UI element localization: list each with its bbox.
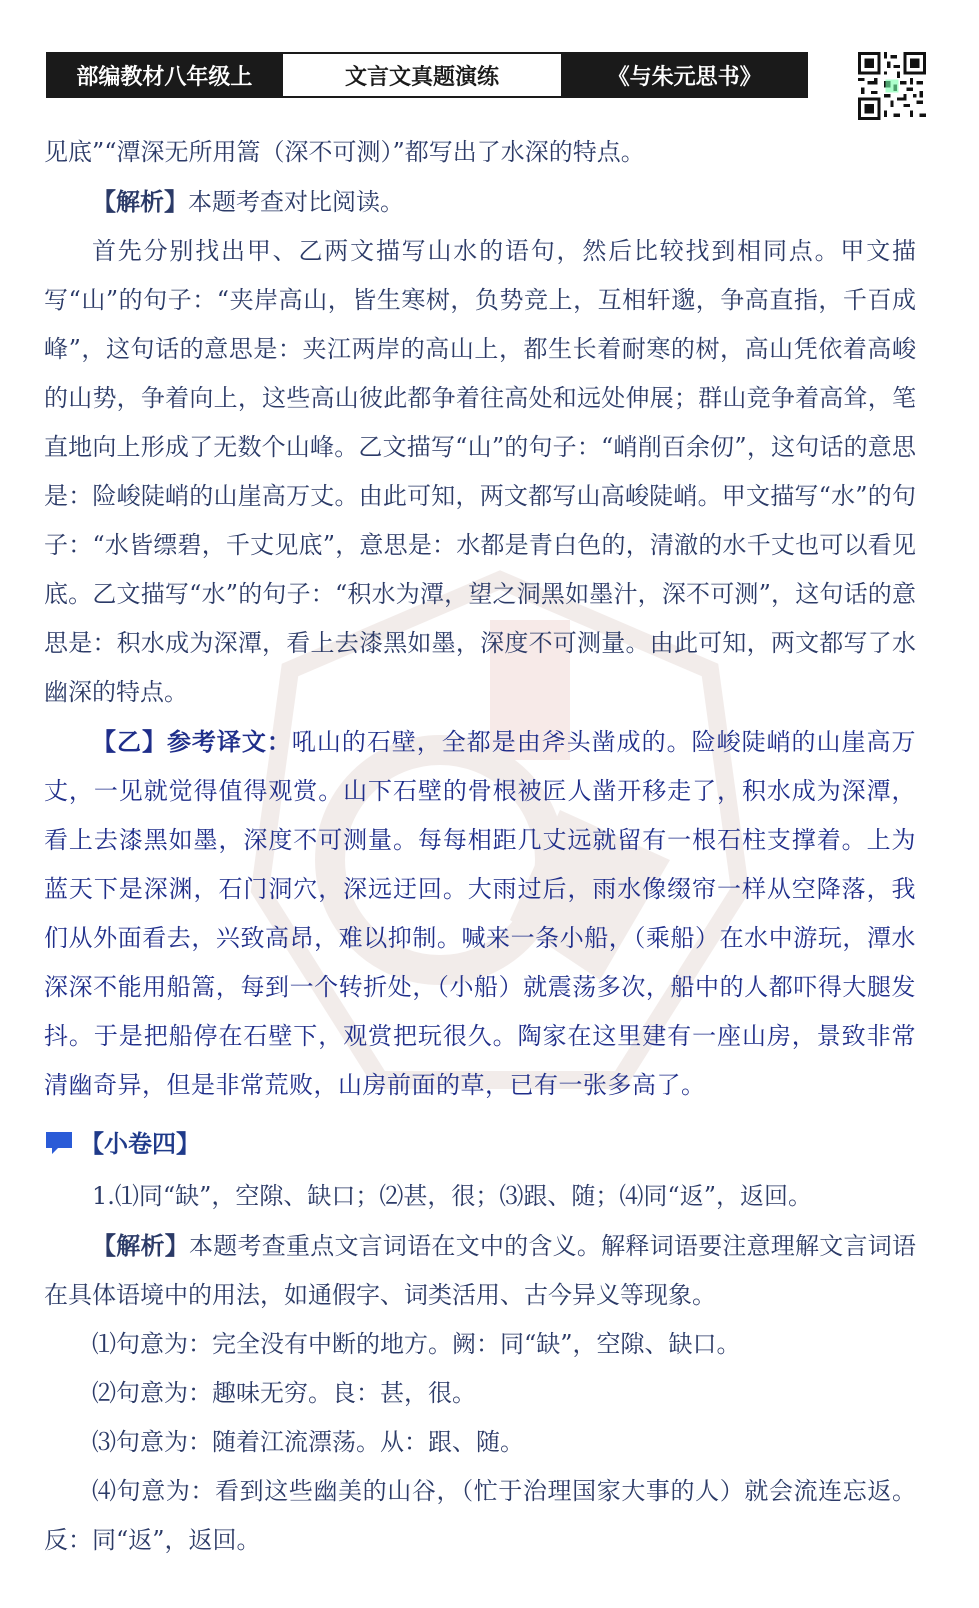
paragraph-analysis-detail: 首先分别找出甲、乙两文描写山水的语句，然后比较找到相同点。甲文描写“山”的句子：“夹岸高山，皆生寒树，负势竞上，互相轩邈，争高直指，千百成峰”，这句话的意思是：夹江两岸的高山上，都生长着耐寒的树，高山凭依着高峻的山势，争着向上，这些高山彼此都争着往高处和远处伸展；群山竞争着高耸，笔直地向上形成了无数个山峰。乙文描写“山”的句子：“峭削百余仞”，这句话的意思是：险峻陡峭的山崖高万丈。由此可知，两文都写山高峻陡峭。甲文描写“水”的句子：“水皆缥碧，千丈见底”，意思是：水都是青白色的，清澈的水千丈也可以看见底。乙文描写“水”的句子：“积水为潭，望之洞黑如墨汁，深不可测”，这句话的意思是：积水成为深潭，看上去漆黑如墨，深度不可测量。由此可知，两文都写了水幽深的特点。: [44, 237, 916, 706]
header-right: 《与朱元思书》: [563, 54, 806, 96]
section-title: 【小卷四】: [80, 1128, 200, 1158]
qr-code-icon[interactable]: [858, 52, 926, 120]
answer-explain-3: ⑶句意为：随着江流漂荡。从：跟、随。: [92, 1428, 524, 1456]
chat-bubble-icon: [44, 1130, 74, 1156]
header-center: 文言文真题演练: [281, 54, 564, 96]
analysis-tag: 【解析】: [92, 1231, 189, 1260]
section-heading: [44, 1114, 916, 1172]
document-body: [44, 128, 916, 1565]
paragraph-analysis-intro: 【解析】本题考查对比阅读。: [92, 187, 404, 216]
page-header: [46, 52, 808, 98]
answer-explain-4: ⑷句意为：看到这些幽美的山谷，（忙于治理国家大事的人）就会流连忘返。反：同“返”，返回。: [44, 1477, 916, 1554]
answer-analysis: 【解析】本题考查重点文言词语在文中的含义。解释词语要注意理解文言词语在具体语境中的用法，如通假字、词类活用、古今异义等现象。: [44, 1231, 917, 1309]
paragraph-continued: 见底”“潭深无所用篙（深不可测）”都写出了水深的特点。: [44, 138, 645, 166]
answer-explain-2: ⑵句意为：趣味无穷。良：甚，很。: [92, 1379, 476, 1407]
analysis-tag: 【解析】: [92, 187, 188, 216]
translation-tag: 【乙】参考译文：: [92, 727, 292, 756]
answer-line: 1.⑴同“缺”，空隙、缺口；⑵甚，很；⑶跟、随；⑷同“返”，返回。: [92, 1182, 812, 1210]
header-left: 部编教材八年级上: [48, 54, 281, 96]
answer-explain-1: ⑴句意为：完全没有中断的地方。阙：同“缺”，空隙、缺口。: [92, 1330, 741, 1358]
paragraph-translation: 【乙】参考译文：吼山的石壁，全都是由斧头凿成的。险峻陡峭的山崖高万丈，一见就觉得值得观赏。山下石壁的骨根被匠人凿开移走了，积水成为深潭，看上去漆黑如墨，深度不可测量。每每相距几丈远就留有一根石柱支撑着。上为蓝天下是深渊，石门洞穴，深远迂回。大雨过后，雨水像缀帘一样从空降落，我们从外面看去，兴致高昂，难以抑制。喊来一条小船，（乘船）在水中游玩，潭水深深不能用船篙，每到一个转折处，（小船）就震荡多次，船中的人都吓得大腿发抖。于是把船停在石壁下，观赏把玩很久。陶家在这里建有一座山房，景致非常清幽奇异，但是非常荒败，山房前面的草，已有一张多高了。: [44, 727, 916, 1099]
